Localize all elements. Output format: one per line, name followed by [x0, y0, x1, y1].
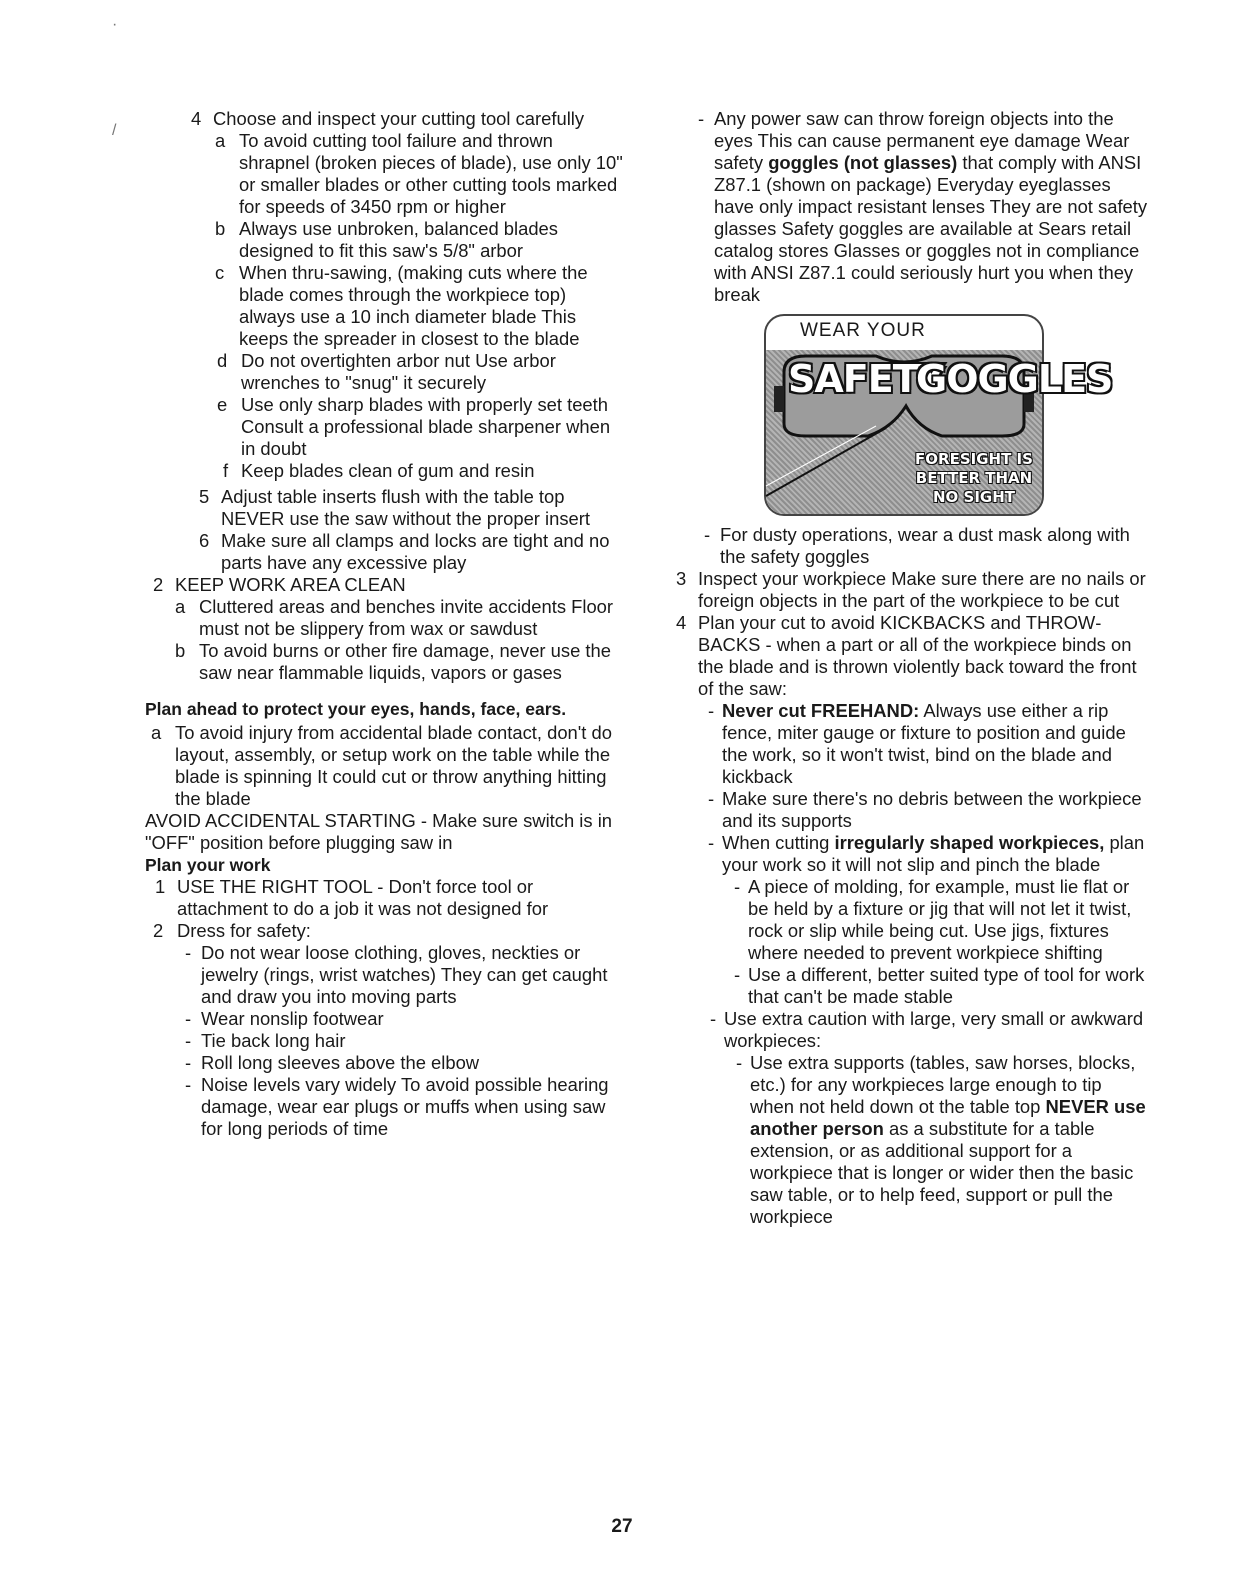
list-item — [676, 1008, 1150, 1052]
item-text: KEEP WORK AREA CLEAN — [175, 574, 406, 595]
item-text: Keep blades clean of gum and resin — [241, 460, 535, 481]
item-text: Inspect your workpiece Make sure there are no nails or foreign objects in the part of the workpiece to be cut — [698, 568, 1146, 611]
bold-text: NEVER use another person — [750, 1096, 1146, 1139]
dash-marker: - — [185, 1030, 192, 1051]
list-item — [145, 1030, 625, 1052]
list-item — [145, 1074, 625, 1140]
item-text: that comply with ANSI Z87.1 (shown on package) Everyday eyeglasses have only impact resistant lenses They are not safety glasses Safety goggles are available at Sears retail catalog stores Glasses or goggles not in compliance with ANSI Z87.1 could seriously hurt you when they break — [714, 152, 1148, 305]
item-marker: a — [175, 596, 186, 617]
list-item — [145, 108, 625, 130]
item-text: To avoid cutting tool failure and thrown shrapnel (broken pieces of blade), use only 10" or smaller blades or other cutting tools marked for speeds of 3450 rpm or higher — [239, 130, 623, 217]
item-text: When thru-sawing, (making cuts where the blade comes through the workpiece top) always use a 10 inch diameter blade This keeps the spreader in closest to the blade — [239, 262, 588, 349]
item-text: Make sure there's no debris between the workpiece and its supports — [722, 788, 1142, 831]
list-item — [145, 262, 625, 350]
item-text: as a substitute for a table extension, or as additional support for a workpiece that is longer or wider then the basic saw table, or to help feed, support or pull the workpiece — [750, 1118, 1134, 1227]
item-number: 3 — [676, 568, 687, 589]
item-text: Roll long sleeves above the elbow — [201, 1052, 480, 1073]
item-text: Do not overtighten arbor nut Use arbor wrenches to "snug" it securely — [241, 350, 556, 393]
item-marker: b — [215, 218, 226, 239]
item-marker: b — [175, 640, 186, 661]
list-item — [676, 612, 1150, 700]
list-item — [145, 574, 625, 596]
list-item — [676, 964, 1150, 1008]
list-item — [145, 722, 625, 810]
list-item — [676, 876, 1150, 964]
item-text: Tie back long hair — [201, 1030, 346, 1051]
dash-marker: - — [734, 876, 741, 897]
safety-goggles-logo — [764, 314, 1113, 516]
list-item — [145, 486, 625, 530]
scan-mark: / — [112, 122, 117, 139]
section-heading: Plan your work — [145, 855, 271, 875]
item-number: 6 — [199, 530, 210, 551]
list-item — [676, 1052, 1150, 1228]
logo-text: WEAR YOUR — [800, 320, 926, 341]
item-number: 2 — [153, 920, 164, 941]
list-item — [145, 394, 625, 460]
dash-marker: - — [185, 942, 192, 963]
dash-marker: - — [736, 1052, 743, 1073]
dash-marker: - — [710, 1008, 717, 1029]
list-item — [145, 1052, 625, 1074]
list-item — [676, 108, 1150, 306]
section-heading: Plan ahead to protect your eyes, hands, face, ears. — [145, 699, 567, 719]
dash-marker: - — [185, 1074, 192, 1095]
item-text: Plan your cut to avoid KICKBACKS and THROWBACKS - when a part or all of the workpiece binds on the blade and is thrown violently back toward the front of the saw: — [698, 612, 1137, 699]
item-number: 5 — [199, 486, 210, 507]
item-text: Cluttered areas and benches invite accidents Floor must not be slippery from wax or sawdust — [199, 596, 614, 639]
list-item — [676, 568, 1150, 612]
list-item — [145, 460, 625, 482]
dash-marker: - — [698, 108, 705, 129]
list-item — [145, 218, 625, 262]
dash-marker: - — [185, 1008, 192, 1029]
item-text: A piece of molding, for example, must lie flat or be held by a fixture or jig that will not let it twist, rock or slip while being cut. Use jigs, fixtures where needed to prevent workpiece shifting — [748, 876, 1132, 963]
list-item — [145, 640, 625, 684]
item-number: 1 — [155, 876, 166, 897]
item-text: Always use unbroken, balanced blades designed to fit this saw's 5/8" arbor — [239, 218, 558, 261]
item-marker: f — [223, 460, 229, 481]
item-text: For dusty operations, wear a dust mask along with the safety goggles — [720, 524, 1130, 567]
item-number: 2 — [153, 574, 164, 595]
list-item — [145, 1008, 625, 1030]
bold-text: goggles (not glasses) — [768, 152, 958, 173]
list-item — [145, 596, 625, 640]
item-text: To avoid injury from accidental blade contact, don't do layout, assembly, or setup work on the table while the blade is spinning It could cut or throw anything hitting the blade — [175, 722, 612, 809]
bold-text: irregularly shaped workpieces, — [834, 832, 1105, 853]
list-item — [145, 876, 625, 920]
logo-slogan: FORESIGHT IS BETTER THAN NO SIGHT — [915, 450, 1033, 506]
list-item — [676, 788, 1150, 832]
item-number: 4 — [676, 612, 687, 633]
item-text: USE THE RIGHT TOOL - Don't force tool or attachment to do a job it was not designed for — [177, 876, 549, 919]
item-text: Use a different, better suited type of tool for work that can't be made stable — [748, 964, 1145, 1007]
dash-marker: - — [708, 788, 715, 809]
list-item — [145, 920, 625, 942]
logo-text: SAFETY — [788, 357, 945, 401]
item-text: Noise levels vary widely To avoid possible hearing damage, wear ear plugs or muffs when using saw for long periods of time — [201, 1074, 609, 1139]
item-text: Adjust table inserts flush with the table top NEVER use the saw without the proper insert — [221, 486, 591, 529]
dash-marker: - — [708, 832, 715, 853]
dash-marker: - — [185, 1052, 192, 1073]
page-number: 27 — [611, 1516, 633, 1537]
item-text: Make sure all clamps and locks are tight and no parts have any excessive play — [221, 530, 610, 573]
list-item — [676, 832, 1150, 876]
bold-text: Never cut FREEHAND: — [722, 700, 920, 721]
logo-brand — [766, 356, 1113, 430]
item-marker: d — [217, 350, 228, 371]
dash-marker: - — [704, 524, 711, 545]
dash-marker: - — [734, 964, 741, 985]
item-text: plan your work so it will not slip and pinch the blade — [722, 832, 1145, 875]
right-column — [676, 108, 1150, 1228]
item-text: Dress for safety: — [177, 920, 311, 941]
scan-mark: · — [112, 16, 118, 33]
list-item — [145, 530, 625, 574]
list-item — [676, 700, 1150, 788]
item-text: Use extra caution with large, very small or awkward workpieces: — [724, 1008, 1144, 1051]
item-text: Any power saw can throw foreign objects into the eyes This can cause permanent eye damage Wear safety — [714, 108, 1130, 173]
item-marker: a — [215, 130, 226, 151]
item-text: When cutting — [722, 832, 830, 853]
dash-marker: - — [708, 700, 715, 721]
item-text: Do not wear loose clothing, gloves, neckties or jewelry (rings, wrist watches) They can get caught and draw you into moving parts — [201, 942, 608, 1007]
item-marker: e — [217, 394, 228, 415]
item-text: To avoid burns or other fire damage, never use the saw near flammable liquids, vapors or gases — [199, 640, 611, 683]
item-text: Use only sharp blades with properly set teeth Consult a professional blade sharpener when in doubt — [241, 394, 611, 459]
item-text: Use extra supports (tables, saw horses, blocks, etc.) for any workpieces large enough to tip when not held down ot the table top — [750, 1052, 1136, 1117]
item-marker: a — [151, 722, 162, 743]
item-number: 4 — [191, 108, 202, 129]
left-column — [145, 108, 625, 1140]
item-text: Always use either a rip fence, miter gauge or fixture to position and guide the work, so it won't twist, bind on the blade and kickback — [722, 700, 1126, 787]
list-item — [145, 130, 625, 218]
list-item — [145, 350, 625, 394]
item-text: Choose and inspect your cutting tool carefully — [213, 108, 585, 129]
list-item — [676, 524, 1150, 568]
item-text: Wear nonslip footwear — [201, 1008, 384, 1029]
item-marker: c — [215, 262, 225, 283]
avoid-starting-paragraph: AVOID ACCIDENTAL STARTING - Make sure switch is in "OFF" position before plugging saw in — [145, 810, 613, 853]
logo-text: GOGGLES — [916, 357, 1113, 401]
list-item — [145, 942, 625, 1008]
